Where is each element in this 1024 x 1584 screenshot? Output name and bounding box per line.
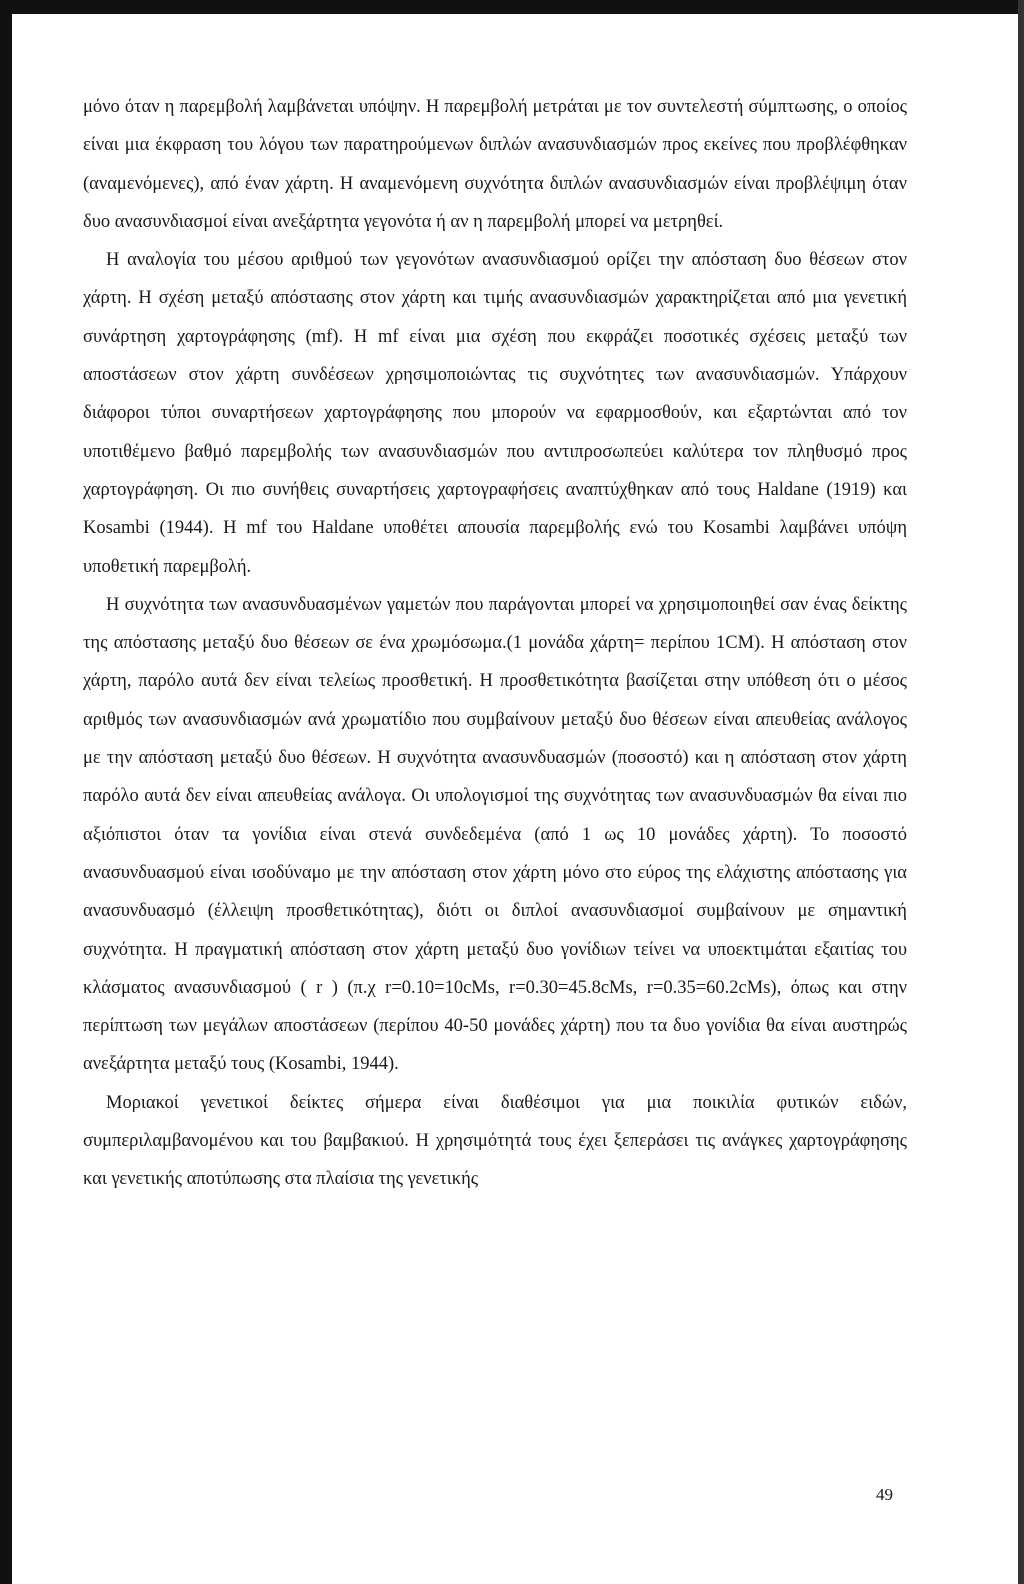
scan-border-top: [0, 0, 1024, 14]
paragraph-mapping-function: Η αναλογία του μέσου αριθμού των γεγονότων ανασυνδιασμού ορίζει την απόσταση δυο θέσεων στον χάρτη. Η σχέση μεταξύ απόστασης στον χάρτη και τιμής ανασυνδιασμών χαρακτηρίζεται από μια γενετική συνάρτηση χαρτογράφησης (mf). Η mf είναι μια σχέση που εκφράζει ποσοτικές σχέσεις μεταξύ των αποστάσεων στον χάρτη συνδέσεων χρησιμοποιώντας τις συχνότητες των ανασυνδιασμών. Υπάρχουν διάφοροι τύποι συναρτήσεων χαρτογράφησης που μπορούν να εφαρμοσθούν, και εξαρτώνται από τον υποτιθέμενο βαθμό παρεμβολής των ανασυνδιασμών που αντιπροσωπεύει καλύτερα τον πληθυσμό προς χαρτογράφηση. Οι πιο συνήθεις συναρτήσεις χαρτογραφήσεις αναπτύχθηκαν από τους Haldane (1919) και Kosambi (1944). Η mf του Haldane υποθέτει απουσία παρεμβολής ενώ του Kosambi λαμβάνει υπόψη υποθετική παρεμβολή.: [83, 250, 907, 577]
paragraph-molecular-markers: Μοριακοί γενετικοί δείκτες σήμερα είναι διαθέσιμοι για μια ποικιλία φυτικών ειδών, συμπεριλαμβανομένου και του βαμβακιού. Η χρησιμότητά τους έχει ξεπεράσει τις ανάγκες χαρτογράφησης και γενετικής αποτύπωσης στα πλαίσια της γενετικής: [83, 1092, 907, 1190]
scan-border-left: [0, 0, 12, 1584]
scan-border-right: [1018, 0, 1024, 1584]
page-number: 49: [876, 1485, 893, 1504]
body-text: [83, 88, 907, 1199]
paragraph-recombination-frequency: Η συχνότητα των ανασυνδυασμένων γαμετών που παράγονται μπορεί να χρησιμοποιηθεί σαν ένας δείκτης της απόστασης μεταξύ δυο θέσεων σε ένα χρωμόσωμα.(1 μονάδα χάρτη= περίπου 1CM). Η απόσταση στον χάρτη, παρόλο αυτά δεν είναι τελείως προσθετική. Η προσθετικότητα βασίζεται στην υπόθεση ότι ο μέσος αριθμός των ανασυνδιασμών ανά χρωματίδιο που συμβαίνουν μεταξύ δυο θέσεων είναι απευθείας ανάλογος με την απόσταση μεταξύ δυο θέσεων. Η συχνότητα ανασυνδυασμών (ποσοστό) και η απόσταση στον χάρτη παρόλο αυτά δεν είναι απευθείας ανάλογα. Οι υπολογισμοί της συχνότητας των ανασυνδυασμών θα είναι πιο αξιόπιστοι όταν τα γονίδια είναι στενά συνδεδεμένα (από 1 ως 10 μονάδες χάρτη). Το ποσοστό ανασυνδυασμού είναι ισοδύναμο με την απόσταση στον χάρτη μόνο στο εύρος της ελάχιστης απόστασης για ανασυνδυασμό (έλλειψη προσθετικότητας), διότι οι διπλοί ανασυνδιασμοί συμβαίνουν με σημαντική συχνότητα. Η πραγματική απόσταση στον χάρτη μεταξύ δυο γονίδιων τείνει να υποεκτιμάται εξαιτίας του κλάσματος ανασυνδιασμού ( r ) (π.χ r=0.10=10cMs, r=0.30=45.8cMs, r=0.35=60.2cMs), όπως και στην περίπτωση των μεγάλων αποστάσεων (περίπου 40-50 μονάδες χάρτη) που τα δυο γονίδια θα είναι αυστηρώς ανεξάρτητα μεταξύ τους (Kosambi, 1944).: [83, 594, 907, 1075]
paragraph-interference: μόνο όταν η παρεμβολή λαμβάνεται υπόψην. Η παρεμβολή μετράται με τον συντελεστή σύμπτωσης, ο οποίος είναι μια έκφραση του λόγου των παρατηρούμενων διπλών ανασυνδιασμών προς εκείνες που προβλέφθηκαν (αναμενόμενες), από έναν χάρτη. Η αναμενόμενη συχνότητα διπλών ανασυνδιασμών είναι προβλέψιμη όταν δυο ανασυνδιασμοί είναι ανεξάρτητα γεγονότα ή αν η παρεμβολή μπορεί να μετρηθεί.: [83, 97, 907, 232]
